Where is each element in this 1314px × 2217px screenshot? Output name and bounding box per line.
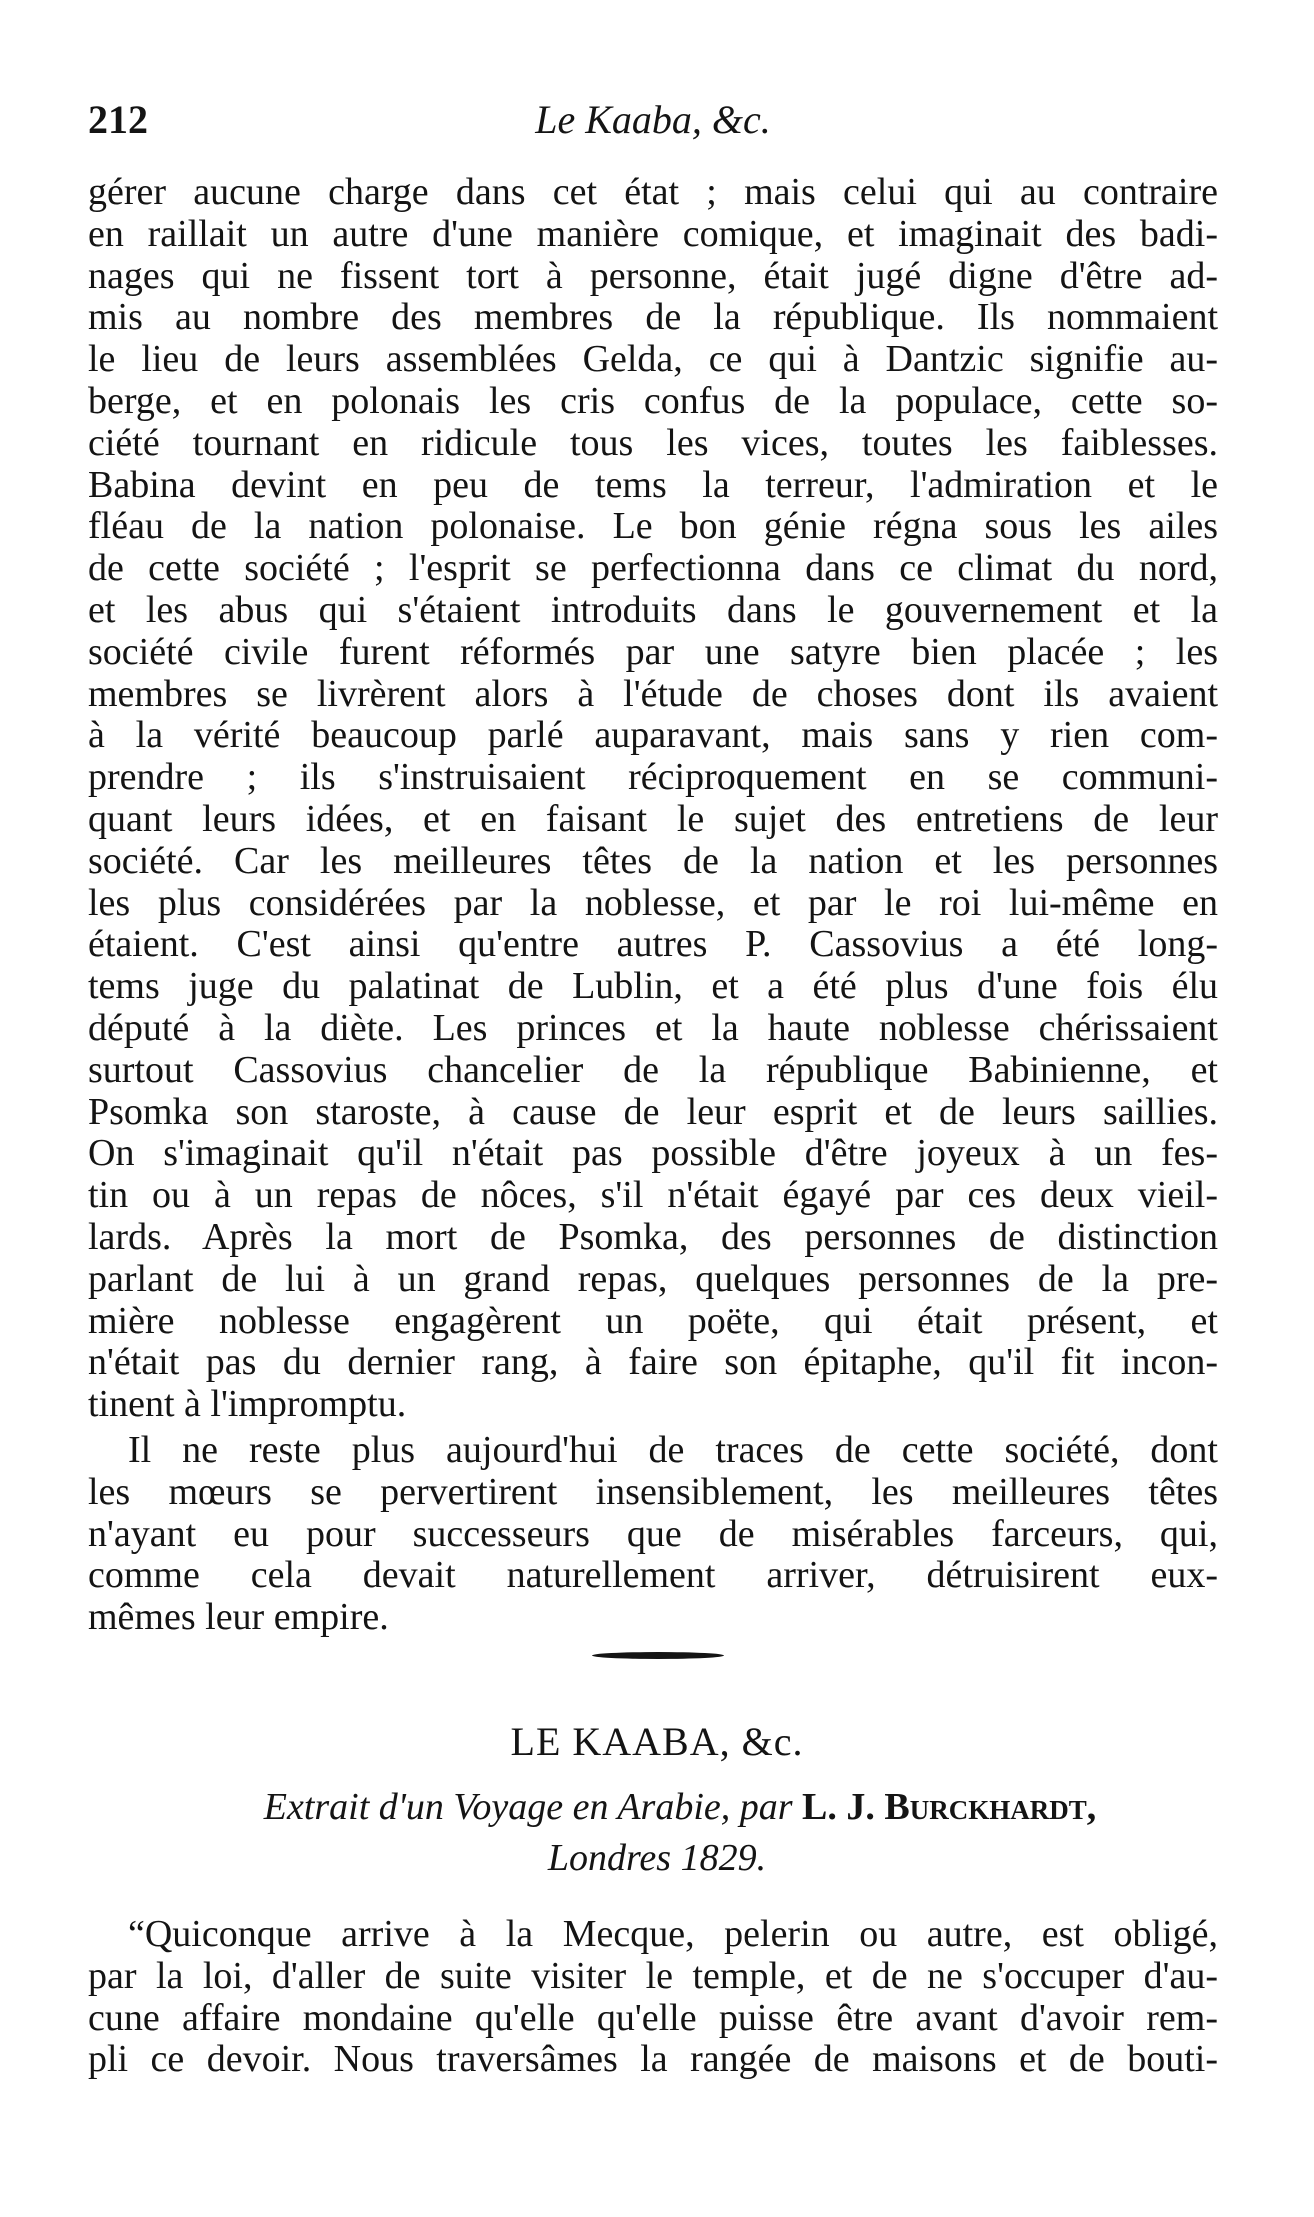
text-line: le lieu de leurs assemblées Gelda, ce qui à Dantzic signifie au-: [88, 338, 1218, 381]
quote-line: cune affaire mondaine qu'elle qu'elle puisse être avant d'avoir rem-: [88, 1996, 1218, 2039]
text-line: comme cela devait naturellement arriver, détruisirent eux-: [88, 1554, 1218, 1597]
source-prefix: Extrait d'un Voyage en Arabie, par: [263, 1786, 793, 1828]
text-line: mière noblesse engagèrent un poëte, qui était présent, et: [88, 1299, 1218, 1342]
quote-line: “Quiconque arrive à la Mecque, pelerin ou autre, est obligé,: [128, 1913, 1218, 1955]
text-line: société civile furent réformés par une satyre bien placée ; les: [88, 630, 1218, 673]
text-line: On s'imaginait qu'il n'était pas possible d'être joyeux à un fes-: [88, 1132, 1218, 1175]
text-line: parlant de lui à un grand repas, quelques personnes de la pre-: [88, 1257, 1218, 1300]
text-line: quant leurs idées, et en faisant le sujet des entretiens de leur: [88, 797, 1218, 840]
text-line: tems juge du palatinat de Lublin, et a été plus d'une fois élu: [88, 965, 1218, 1008]
text-line: mêmes leur empire.: [88, 1596, 389, 1639]
quote-line: par la loi, d'aller de suite visiter le temple, et de ne s'occuper d'au-: [88, 1954, 1218, 1997]
text-line: société. Car les meilleures têtes de la nation et les personnes: [88, 839, 1218, 882]
text-line: mis au nombre des membres de la république. Ils nommaient: [88, 296, 1218, 339]
text-line: gérer aucune charge dans cet état ; mais celui qui au contraire: [88, 171, 1218, 213]
text-line: et les abus qui s'étaient introduits dans le gouvernement et la: [88, 588, 1218, 631]
source-place: Londres 1829.: [547, 1837, 767, 1879]
text-line: nages qui ne fissent tort à personne, était jugé digne d'être ad-: [88, 254, 1218, 297]
text-line: surtout Cassovius chancelier de la république Babinienne, et: [88, 1048, 1218, 1091]
source-author: L. J. Burckhardt,: [802, 1786, 1097, 1828]
text-line: député à la diète. Les princes et la haute noblesse chérissaient: [88, 1006, 1218, 1049]
text-line: de cette société ; l'esprit se perfectionna dans ce climat du nord,: [88, 547, 1218, 590]
section-title: LE KAABA, &c.: [510, 1719, 804, 1764]
text-line: étaient. C'est ainsi qu'entre autres P. Cassovius a été long-: [88, 923, 1218, 966]
text-line: berge, et en polonais les cris confus de la populace, cette so-: [88, 379, 1218, 422]
text-line: à la vérité beaucoup parlé auparavant, mais sans y rien com-: [88, 714, 1218, 757]
page-header: [88, 96, 1218, 148]
text-line: Psomka son staroste, à cause de leur esprit et de leurs saillies.: [88, 1090, 1218, 1133]
source-citation: [150, 1785, 1210, 1829]
text-line: tinent à l'impromptu.: [88, 1383, 407, 1426]
text-line: membres se livrèrent alors à l'étude de choses dont ils avaient: [88, 672, 1218, 715]
quote-text: [88, 1914, 1218, 2081]
text-line: n'était pas du dernier rang, à faire son épitaphe, qu'il fit incon-: [88, 1341, 1218, 1384]
text-line: les plus considérées par la noblesse, et par le roi lui-même en: [88, 881, 1218, 924]
text-line: prendre ; ils s'instruisaient réciproquement en se communi-: [88, 756, 1218, 799]
text-line: n'ayant eu pour successeurs que de misérables farceurs, qui,: [88, 1512, 1218, 1555]
paragraph-first-line: Il ne reste plus aujourd'hui de traces de cette société, dont: [128, 1428, 1218, 1471]
text-line: ciété tournant en ridicule tous les vices, toutes les faiblesses.: [88, 421, 1218, 464]
text-line: lards. Après la mort de Psomka, des personnes de distinction: [88, 1215, 1218, 1258]
text-line: Babina devint en peu de tems la terreur, l'admiration et le: [88, 463, 1218, 506]
running-head: Le Kaaba, &c.: [535, 97, 771, 142]
text-line: les mœurs se pervertirent insensiblement, les meilleures têtes: [88, 1470, 1218, 1513]
text-line: en raillait un autre d'une manière comique, et imaginait des badi-: [88, 212, 1218, 255]
section-divider: [592, 1652, 724, 1659]
text-line: fléau de la nation polonaise. Le bon génie régna sous les ailes: [88, 505, 1218, 548]
body-text: [88, 172, 1218, 1639]
text-line: tin ou à un repas de nôces, s'il n'était égayé par ces deux vieil-: [88, 1174, 1218, 1217]
page-number: 212: [88, 97, 148, 142]
quote-line: pli ce devoir. Nous traversâmes la rangée de maisons et de bouti-: [88, 2038, 1218, 2081]
